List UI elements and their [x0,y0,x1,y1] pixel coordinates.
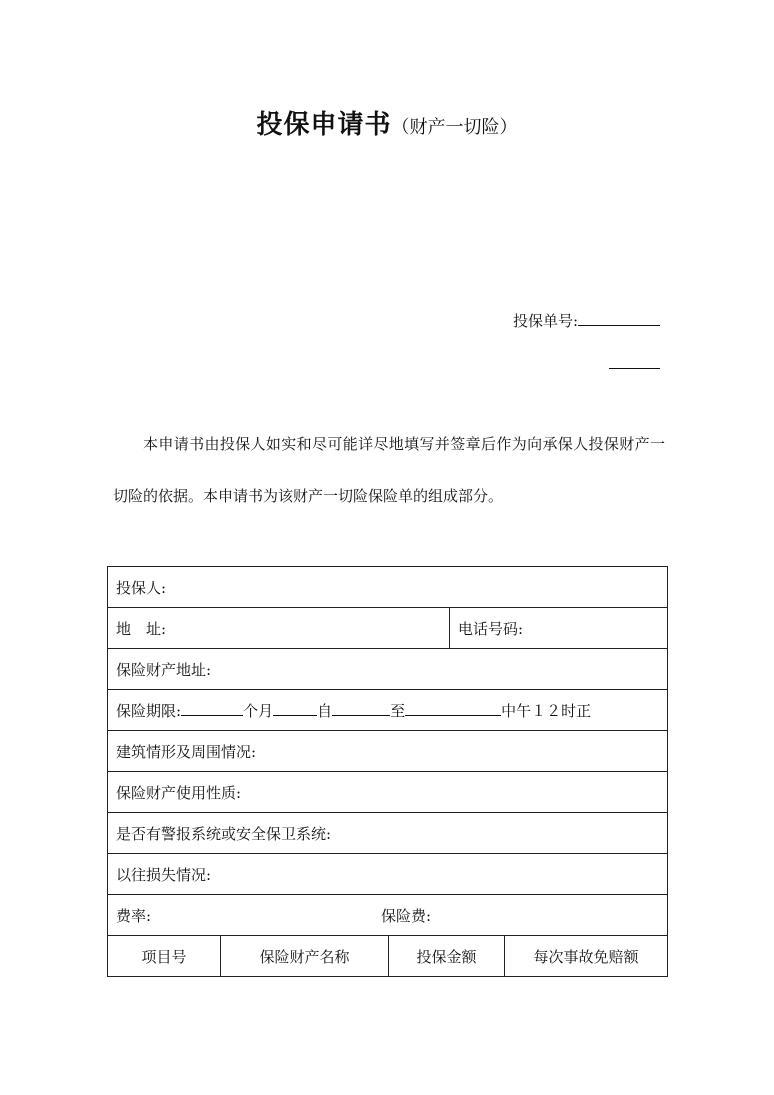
document-title [0,104,774,141]
title-main: 投保申请书 [256,110,392,140]
property-address-field[interactable]: 保险财产地址: [108,649,668,690]
row-rate-premium [108,895,668,936]
alarm-field[interactable]: 是否有警报系统或安全保卫系统: [108,813,668,854]
row-building [108,731,668,772]
title-sub: （财产一切险） [391,117,518,138]
row-column-headers [108,936,668,977]
applicant-field[interactable]: 投保人: [108,567,668,608]
address-field[interactable]: 地 址: [108,608,450,649]
row-address [108,608,668,649]
col-deductible: 每次事故免赔额 [505,936,668,977]
rate-premium-field[interactable] [108,895,668,936]
period-to: 至 [390,701,406,720]
intro-paragraph [113,418,665,522]
loss-history-field[interactable]: 以往损失情况: [108,854,668,895]
period-noon: 中午１２时正 [501,701,592,720]
policy-number [420,310,660,331]
period-to-blank[interactable] [405,701,501,716]
period-months-blank[interactable] [181,701,243,716]
period-label: 保险期限: [116,701,182,720]
application-form [107,566,668,977]
row-alarm [108,813,668,854]
col-item-number: 项目号 [108,936,221,977]
phone-field[interactable]: 电话号码: [450,608,668,649]
col-insured-amount: 投保金额 [389,936,505,977]
building-field[interactable]: 建筑情形及周围情况: [108,731,668,772]
policy-number-blank[interactable] [578,324,660,326]
policy-number-blank-2[interactable] [609,368,660,369]
period-months: 个月 [243,701,274,720]
period-from: 自 [317,701,333,720]
usage-field[interactable]: 保险财产使用性质: [108,772,668,813]
premium-label: 保险费: [381,906,432,925]
row-applicant [108,567,668,608]
period-from-blank[interactable] [332,701,390,716]
row-property-address [108,649,668,690]
intro-text: 本申请书由投保人如实和尽可能详尽地填写并签章后作为向承保人投保财产一切险的依据。本申请书为该财产一切险保险单的组成部分。 [113,435,665,505]
policy-number-label: 投保单号: [512,312,578,330]
insurance-period-field[interactable] [108,690,668,731]
row-usage [108,772,668,813]
row-period [108,690,668,731]
period-blank-2[interactable] [273,701,317,716]
rate-label: 费率: [116,906,152,925]
col-property-name: 保险财产名称 [221,936,389,977]
row-loss-history [108,854,668,895]
